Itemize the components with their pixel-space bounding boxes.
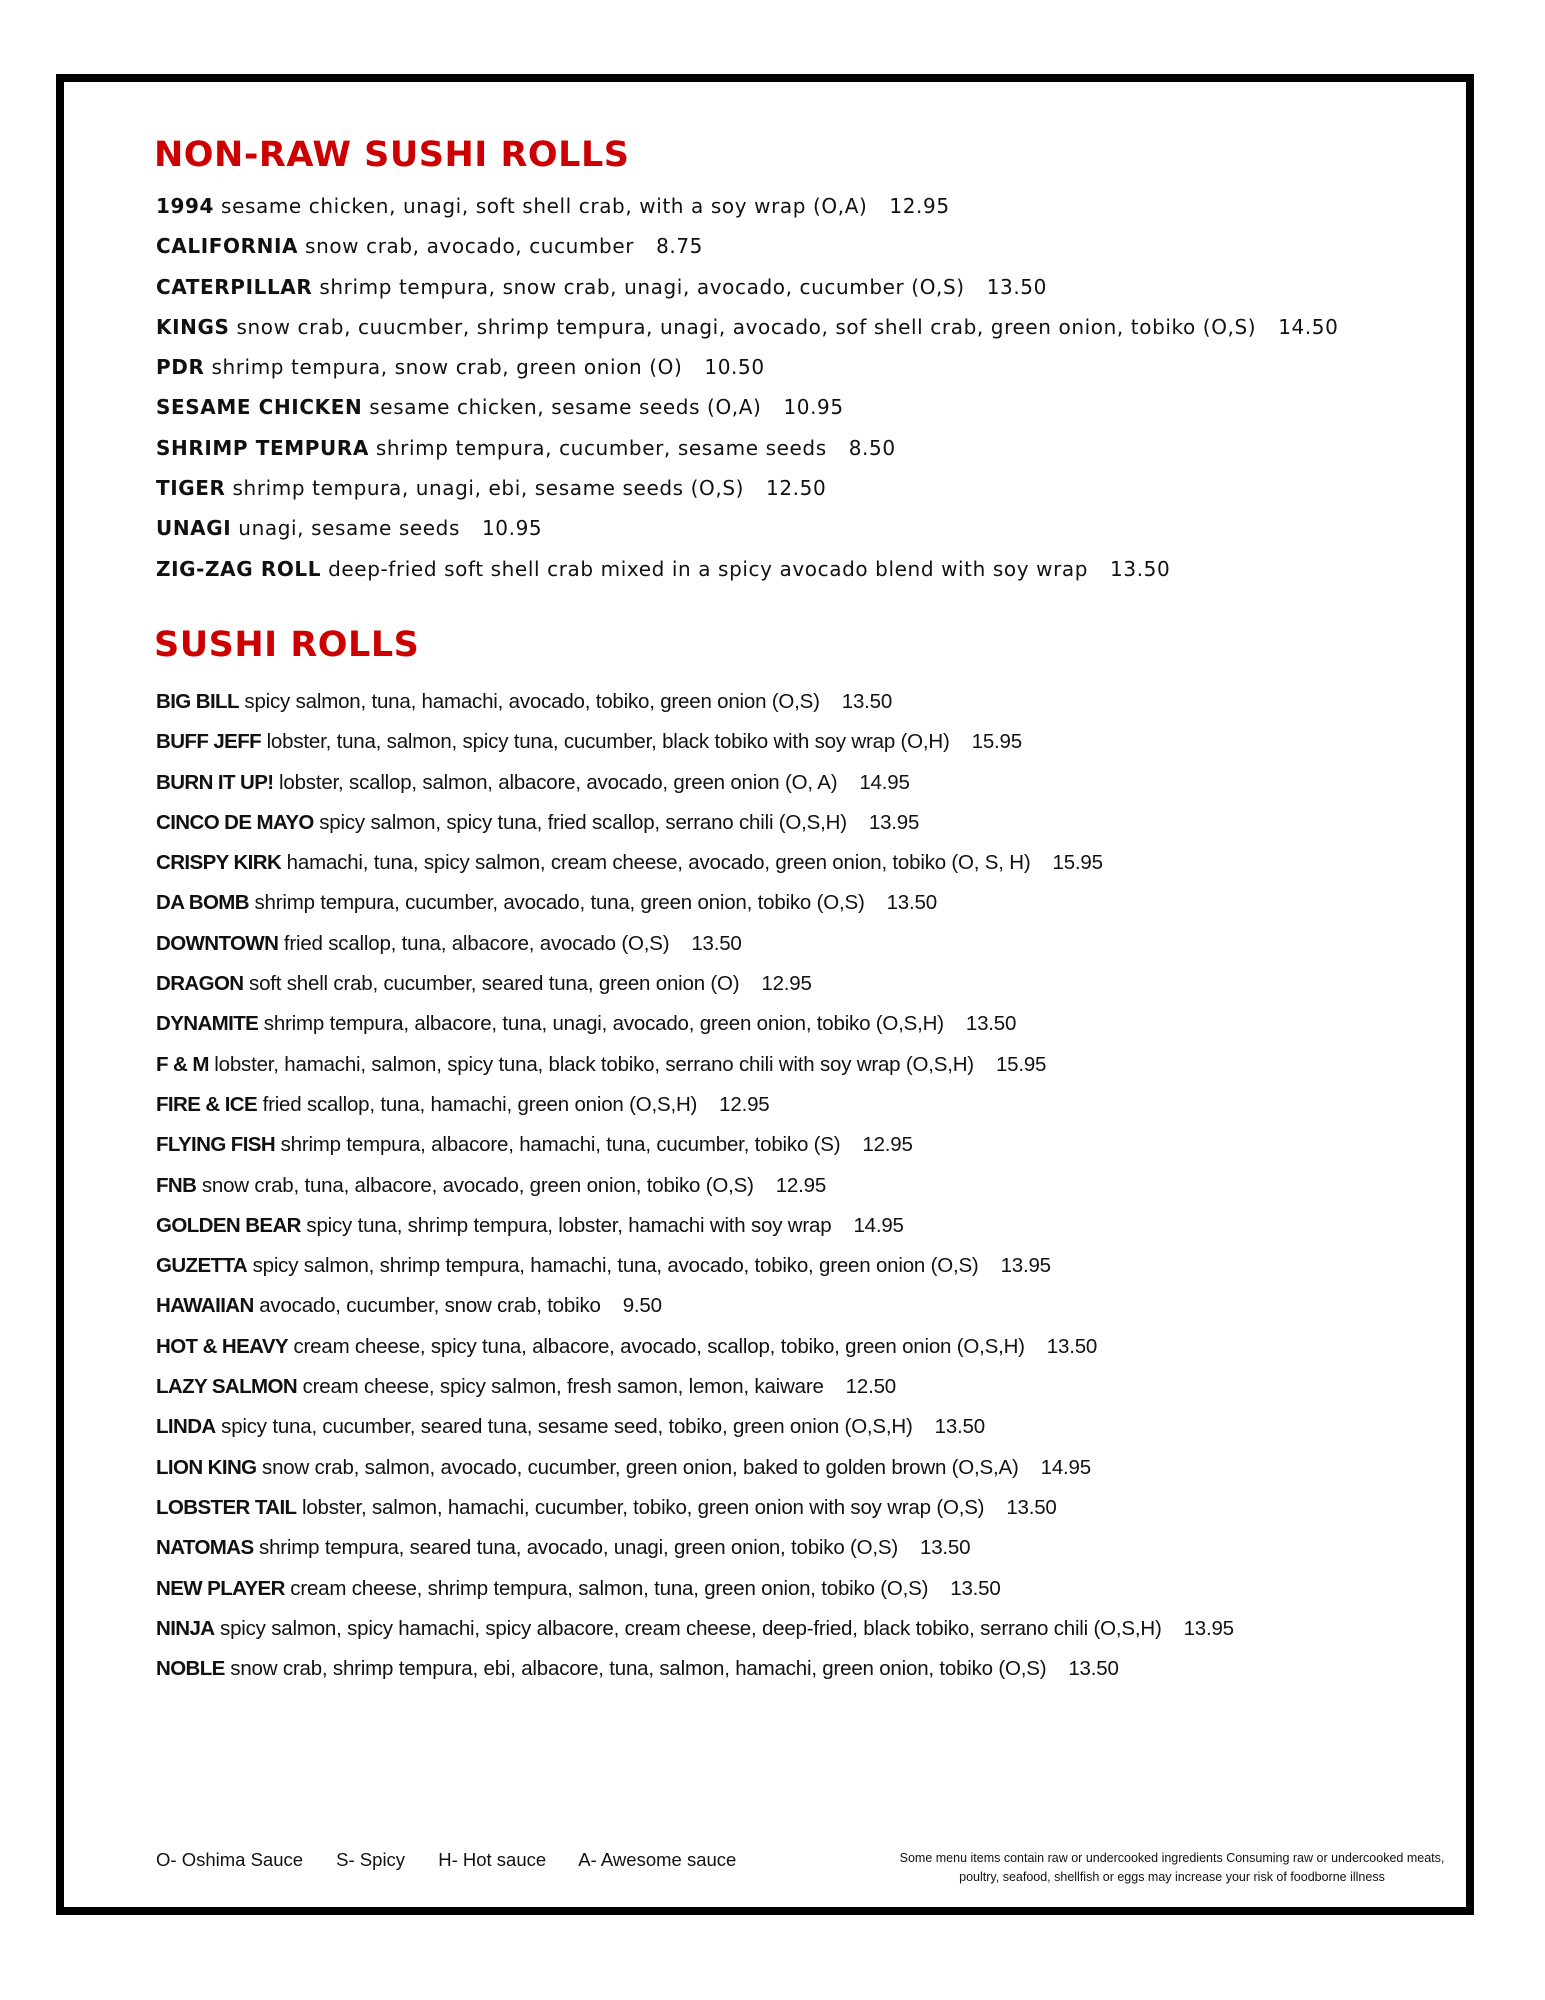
menu-item [156, 722, 1234, 762]
menu-item [156, 1367, 1234, 1407]
legend-oshima-sauce: O- Oshima Sauce [156, 1849, 304, 1870]
item-description: cream cheese, shrimp tempura, salmon, tuna, green onion, tobiko (O,S) [290, 1576, 929, 1600]
menu-item [156, 549, 1338, 589]
item-name: FIRE & ICE [156, 1092, 258, 1116]
item-price: 12.95 [775, 1173, 827, 1197]
item-description: cream cheese, spicy salmon, fresh samon, lemon, kaiware [302, 1375, 824, 1399]
item-price: 8.75 [656, 234, 703, 259]
menu-item [156, 803, 1234, 843]
item-name: LION KING [156, 1455, 257, 1479]
item-description: hamachi, tuna, spicy salmon, cream cheese, avocado, green onion, tobiko (O, S, H) [286, 851, 1031, 875]
legend-awesome-sauce: A- Awesome sauce [578, 1849, 737, 1870]
item-name: DOWNTOWN [156, 931, 279, 955]
disclaimer-line-1: Some menu items contain raw or undercooked ingredients Consuming raw or undercooked meats, [899, 1851, 1445, 1865]
menu-item [156, 1569, 1234, 1609]
item-description: sesame chicken, unagi, soft shell crab, with a soy wrap (O,A) [221, 194, 868, 218]
item-price: 12.50 [845, 1375, 896, 1399]
item-name: LAZY SALMON [156, 1375, 298, 1399]
item-price: 13.50 [920, 1536, 971, 1560]
section-title-sushi-rolls: SUSHI ROLLS [154, 625, 420, 665]
menu-list-sushi-rolls [156, 682, 1234, 1689]
item-description: snow crab, tuna, albacore, avocado, green onion, tobiko (O,S) [201, 1173, 754, 1197]
item-description: shrimp tempura, cucumber, avocado, tuna, green onion, tobiko (O,S) [254, 891, 865, 915]
item-description: spicy salmon, shrimp tempura, hamachi, tuna, avocado, tobiko, green onion (O,S) [252, 1254, 979, 1278]
menu-item [156, 428, 1338, 468]
item-description: spicy tuna, cucumber, seared tuna, sesame seed, tobiko, green onion (O,S,H) [221, 1415, 913, 1439]
legend-hot-sauce: H- Hot sauce [438, 1849, 547, 1870]
item-name: NINJA [156, 1616, 215, 1640]
item-name: PDR [156, 355, 205, 380]
item-name: KINGS [156, 314, 230, 339]
item-description: shrimp tempura, albacore, hamachi, tuna, cucumber, tobiko (S) [280, 1133, 841, 1157]
menu-item [156, 1004, 1234, 1044]
item-price: 14.95 [859, 770, 910, 794]
menu-item [156, 682, 1234, 722]
item-price: 13.50 [986, 274, 1047, 299]
menu-item [156, 1448, 1234, 1488]
item-name: NOBLE [156, 1657, 225, 1681]
item-name: GOLDEN BEAR [156, 1213, 301, 1237]
menu-item [156, 508, 1338, 548]
item-description: lobster, salmon, hamachi, cucumber, tobiko, green onion with soy wrap (O,S) [301, 1495, 985, 1519]
menu-item [156, 1528, 1234, 1568]
item-description: shrimp tempura, snow crab, green onion (O) [211, 355, 683, 380]
item-price: 13.50 [691, 931, 742, 955]
item-name: CALIFORNIA [156, 234, 299, 259]
menu-item [156, 307, 1338, 347]
item-name: UNAGI [156, 516, 232, 541]
item-description: lobster, tuna, salmon, spicy tuna, cucumber, black tobiko with soy wrap (O,H) [266, 730, 950, 754]
item-name: ZIG-ZAG ROLL [156, 556, 322, 581]
item-description: fried scallop, tuna, hamachi, green onion (O,S,H) [262, 1092, 698, 1116]
menu-item [156, 226, 1338, 266]
item-price: 10.95 [783, 395, 844, 420]
item-price: 8.50 [848, 435, 896, 460]
item-description: soft shell crab, cucumber, seared tuna, green onion (O) [249, 972, 740, 996]
item-price: 12.50 [766, 476, 827, 501]
item-price: 13.50 [1068, 1657, 1119, 1681]
disclaimer-line-2: poultry, seafood, shellfish or eggs may increase your risk of foodborne illness [959, 1870, 1385, 1884]
item-price: 13.50 [886, 891, 937, 915]
item-name: CRISPY KIRK [156, 851, 282, 875]
menu-item [156, 883, 1234, 923]
section-title-non-raw-sushi-rolls: NON-RAW SUSHI ROLLS [154, 135, 630, 175]
menu-item [156, 1407, 1234, 1447]
item-description: snow crab, cuucmber, shrimp tempura, unagi, avocado, sof shell crab, green onion, tobiko (O,S) [236, 314, 1257, 339]
item-name: CINCO DE MAYO [156, 810, 314, 834]
menu-item [156, 1045, 1234, 1085]
item-price: 12.95 [761, 972, 812, 996]
item-description: cream cheese, spicy tuna, albacore, avocado, scallop, tobiko, green onion (O,S,H) [293, 1334, 1025, 1358]
item-price: 13.50 [1110, 556, 1171, 581]
menu-item [156, 763, 1234, 803]
item-price: 12.95 [719, 1092, 770, 1116]
item-price: 10.95 [481, 516, 543, 541]
item-name: LINDA [156, 1415, 216, 1439]
menu-item [156, 186, 1338, 226]
item-name: HOT & HEAVY [156, 1334, 288, 1358]
item-name: FLYING FISH [156, 1133, 276, 1157]
item-price: 14.95 [1040, 1455, 1091, 1479]
item-name: DA BOMB [156, 891, 249, 915]
item-description: deep-fried soft shell crab mixed in a spicy avocado blend with soy wrap [328, 556, 1089, 581]
menu-item [156, 1166, 1234, 1206]
menu-item [156, 1085, 1234, 1125]
item-name: 1994 [156, 194, 215, 218]
menu-item [156, 1327, 1234, 1367]
item-name: GUZETTA [156, 1254, 248, 1278]
item-name: BURN IT UP! [156, 770, 274, 794]
item-name: TIGER [156, 476, 226, 501]
item-description: shrimp tempura, albacore, tuna, unagi, avocado, green onion, tobiko (O,S,H) [263, 1012, 944, 1036]
item-name: F & M [156, 1052, 209, 1076]
item-name: BIG BILL [156, 690, 239, 713]
menu-item [156, 387, 1338, 427]
item-name: LOBSTER TAIL [156, 1495, 297, 1519]
item-price: 13.50 [950, 1576, 1001, 1600]
item-description: snow crab, avocado, cucumber [305, 234, 635, 259]
item-description: snow crab, shrimp tempura, ebi, albacore, tuna, salmon, hamachi, green onion, tobiko (O,S) [230, 1657, 1047, 1681]
item-price: 15.95 [1052, 851, 1103, 875]
item-name: SESAME CHICKEN [156, 395, 363, 420]
item-price: 13.95 [1000, 1254, 1051, 1278]
menu-item [156, 843, 1234, 883]
item-description: snow crab, salmon, avocado, cucumber, green onion, baked to golden brown (O,S,A) [262, 1455, 1019, 1479]
item-price: 13.95 [1183, 1616, 1234, 1640]
item-description: lobster, scallop, salmon, albacore, avocado, green onion (O, A) [279, 770, 838, 794]
item-price: 13.50 [934, 1415, 985, 1439]
menu-item [156, 1125, 1234, 1165]
menu-item [156, 924, 1234, 964]
menu-item [156, 1488, 1234, 1528]
item-description: fried scallop, tuna, albacore, avocado (O,S) [283, 931, 670, 955]
item-name: NATOMAS [156, 1536, 254, 1560]
menu-item [156, 1206, 1234, 1246]
food-safety-disclaimer [876, 1849, 1468, 1887]
item-description: spicy tuna, shrimp tempura, lobster, hamachi with soy wrap [306, 1213, 832, 1237]
item-price: 9.50 [622, 1294, 662, 1318]
item-price: 12.95 [889, 194, 950, 218]
item-price: 10.50 [704, 355, 765, 380]
item-price: 13.50 [841, 690, 893, 713]
menu-list-non-raw-sushi-rolls [156, 186, 1338, 589]
item-description: shrimp tempura, snow crab, unagi, avocado, cucumber (O,S) [319, 274, 965, 299]
item-price: 15.95 [995, 1052, 1047, 1076]
legend-spicy: S- Spicy [336, 1849, 406, 1870]
item-description: spicy salmon, spicy tuna, fried scallop, serrano chili (O,S,H) [319, 810, 847, 834]
menu-item [156, 267, 1338, 307]
item-name: DYNAMITE [156, 1012, 259, 1036]
menu-item [156, 468, 1338, 508]
menu-item [156, 1246, 1234, 1286]
item-description: avocado, cucumber, snow crab, tobiko [259, 1294, 601, 1318]
item-description: spicy salmon, tuna, hamachi, avocado, tobiko, green onion (O,S) [244, 690, 820, 713]
item-price: 15.95 [971, 730, 1022, 754]
item-description: lobster, hamachi, salmon, spicy tuna, black tobiko, serrano chili with soy wrap (O,S,H) [214, 1052, 974, 1076]
menu-item [156, 1286, 1234, 1326]
item-price: 13.50 [1046, 1334, 1098, 1358]
item-name: DRAGON [156, 972, 244, 996]
item-name: BUFF JEFF [156, 730, 262, 754]
item-name: NEW PLAYER [156, 1576, 285, 1600]
menu-item [156, 347, 1338, 387]
item-name: FNB [156, 1173, 197, 1197]
item-name: HAWAIIAN [156, 1294, 254, 1318]
item-name: CATERPILLAR [156, 274, 313, 299]
item-price: 14.50 [1278, 314, 1339, 339]
item-description: sesame chicken, sesame seeds (O,A) [369, 395, 762, 420]
item-price: 14.95 [853, 1213, 904, 1237]
menu-item [156, 1649, 1234, 1689]
item-description: shrimp tempura, unagi, ebi, sesame seeds (O,S) [232, 476, 745, 501]
item-price: 13.50 [965, 1012, 1017, 1036]
menu-item [156, 1609, 1234, 1649]
item-description: spicy salmon, spicy hamachi, spicy albacore, cream cheese, deep-fried, black tobiko, serrano chili (O,S,H) [220, 1616, 1162, 1640]
item-price: 12.95 [862, 1133, 913, 1157]
sauce-legend [156, 1849, 764, 1871]
item-price: 13.95 [868, 810, 920, 834]
item-name: SHRIMP TEMPURA [156, 435, 369, 460]
item-description: shrimp tempura, cucumber, sesame seeds [375, 435, 827, 460]
menu-item [156, 964, 1234, 1004]
item-description: shrimp tempura, seared tuna, avocado, unagi, green onion, tobiko (O,S) [259, 1536, 899, 1560]
item-description: unagi, sesame seeds [238, 516, 460, 541]
item-price: 13.50 [1006, 1495, 1057, 1519]
